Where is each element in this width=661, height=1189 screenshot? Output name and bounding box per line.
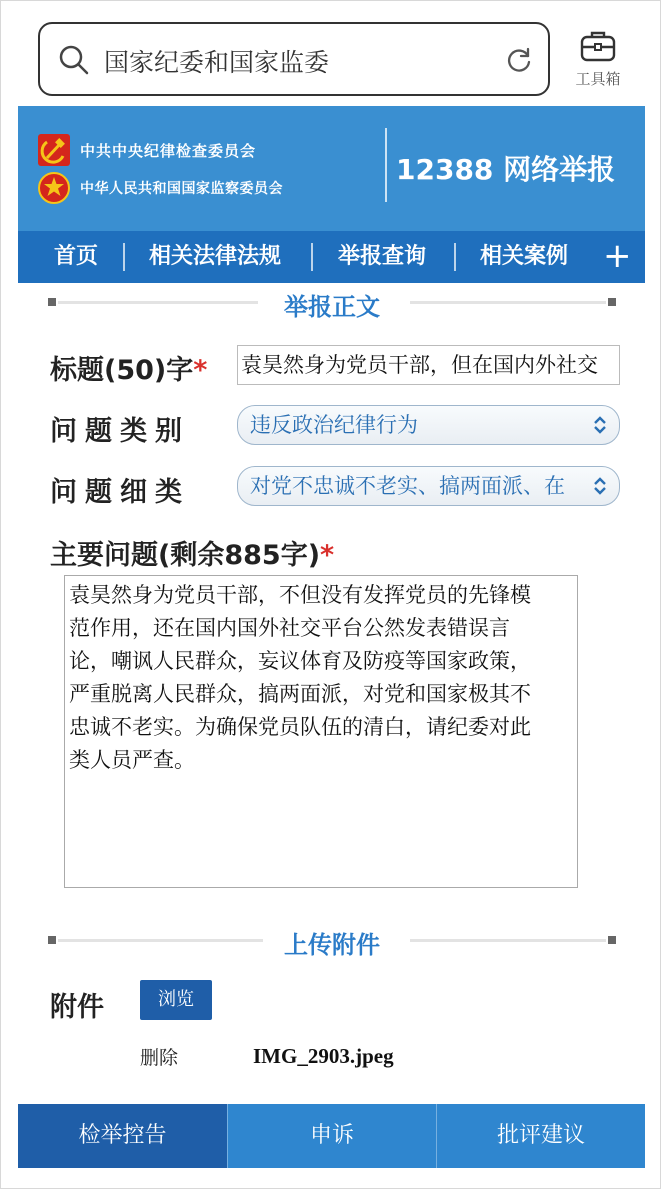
textarea-line: 严重脱离人民群众，搞两面派，对党和国家极其不 bbox=[69, 682, 531, 706]
main-issue-textarea[interactable] bbox=[64, 575, 578, 888]
tab-appeal[interactable]: 申诉 bbox=[227, 1104, 436, 1168]
title-label-text: 标题(50)字 bbox=[50, 355, 194, 386]
nav-item-cases[interactable]: 相关案例 bbox=[480, 244, 569, 269]
required-mark: * bbox=[320, 540, 335, 571]
header-divider bbox=[385, 128, 387, 202]
category-value: 违反政治纪律行为 bbox=[250, 413, 418, 437]
textarea-line: 袁昊然身为党员干部，不但没有发挥党员的先锋模 bbox=[69, 583, 531, 607]
main-issue-label-text: 主要问题(剩余885字) bbox=[50, 540, 321, 571]
subcategory-label: 问题细类 bbox=[50, 477, 190, 508]
textarea-line: 论，嘲讽人民群众，妄议体育及防疫等国家政策， bbox=[69, 649, 531, 673]
textarea-line: 类人员严查。 bbox=[69, 748, 195, 772]
reload-icon[interactable] bbox=[504, 45, 534, 75]
chevron-updown-icon bbox=[593, 476, 607, 496]
main-issue-label bbox=[50, 533, 334, 572]
hotline-title: 12388 网络举报 bbox=[396, 153, 616, 186]
national-emblem-icon bbox=[38, 172, 70, 204]
nav-item-home[interactable]: 首页 bbox=[54, 244, 99, 269]
org-name-nsc: 中华人民共和国国家监察委员会 bbox=[80, 181, 283, 197]
org-name-ccdi: 中共中央纪律检查委员会 bbox=[80, 142, 257, 160]
attachment-label: 附件 bbox=[50, 992, 104, 1023]
nav-separator bbox=[454, 243, 456, 271]
tab-report-accusation[interactable]: 检举控告 bbox=[18, 1104, 227, 1168]
site-header bbox=[18, 106, 645, 231]
toolbox-icon bbox=[580, 30, 616, 62]
subcategory-value: 对党不忠诚不老实、搞两面派、在 bbox=[250, 474, 565, 498]
section-label: 上传附件 bbox=[284, 931, 380, 959]
section-label: 举报正文 bbox=[284, 293, 380, 321]
chevron-updown-icon bbox=[593, 415, 607, 435]
section-title-upload bbox=[48, 925, 616, 959]
textarea-line: 范作用，还在国内国外社交平台公然发表错误言 bbox=[69, 616, 510, 640]
subcategory-select[interactable] bbox=[237, 466, 620, 506]
toolbox-button[interactable] bbox=[568, 30, 628, 96]
search-icon bbox=[58, 44, 90, 76]
title-label bbox=[50, 348, 207, 387]
attachment-file-name: IMG_2903.jpeg bbox=[253, 1044, 394, 1068]
tab-suggestions[interactable]: 批评建议 bbox=[436, 1104, 645, 1168]
main-nav bbox=[18, 231, 645, 283]
address-text: 国家纪委和国家监委 bbox=[104, 48, 330, 77]
party-emblem-icon bbox=[38, 134, 70, 166]
delete-attachment-link[interactable]: 删除 bbox=[140, 1047, 179, 1069]
browse-button[interactable]: 浏览 bbox=[140, 980, 212, 1020]
bottom-tab-bar bbox=[18, 1104, 645, 1168]
nav-item-laws[interactable]: 相关法律法规 bbox=[149, 244, 282, 269]
nav-item-report-query[interactable]: 举报查询 bbox=[338, 244, 427, 269]
category-select[interactable] bbox=[237, 405, 620, 445]
toolbox-label: 工具箱 bbox=[575, 70, 621, 88]
required-mark: * bbox=[193, 355, 208, 386]
category-label: 问题类别 bbox=[50, 416, 190, 447]
textarea-line: 忠诚不老实。为确保党员队伍的清白，请纪委对此 bbox=[69, 715, 531, 739]
nav-separator bbox=[311, 243, 313, 271]
browser-address-bar[interactable] bbox=[38, 22, 550, 96]
section-title-report bbox=[48, 287, 616, 321]
nav-more-icon[interactable]: + bbox=[603, 236, 632, 276]
nav-separator bbox=[123, 243, 125, 271]
title-input[interactable]: 袁昊然身为党员干部，但在国内外社交 bbox=[237, 345, 620, 385]
